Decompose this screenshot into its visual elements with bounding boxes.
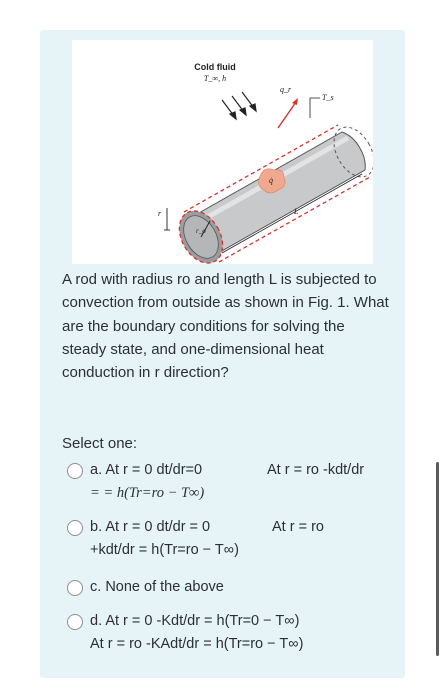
- fluid-label: Cold fluid: [194, 62, 236, 72]
- qr-label: q_r: [280, 85, 292, 94]
- option-b-line1: At r = 0 dt/dr = 0: [105, 519, 211, 535]
- convection-arrows-icon: [222, 92, 256, 119]
- option-d-radio[interactable]: [67, 614, 83, 630]
- option-a-radio[interactable]: [67, 463, 83, 479]
- radius-label: r_o: [196, 227, 206, 235]
- option-b-line1-right: At r = ro: [272, 519, 324, 535]
- qr-arrow-icon: [278, 98, 298, 128]
- scrollbar[interactable]: [436, 462, 439, 656]
- r-axis: [164, 208, 170, 230]
- option-d-line1: At r = 0 -Kdt/dr = h(Tr=0 − T∞): [105, 613, 300, 629]
- option-d-letter: d.: [90, 613, 103, 629]
- option-c-letter: c.: [90, 579, 102, 595]
- rod-convection-figure: [72, 40, 373, 264]
- rod-diagram: [72, 40, 373, 264]
- select-one-label: Select one:: [62, 435, 138, 452]
- ts-label: T_s: [322, 93, 334, 102]
- option-c-line1: None of the above: [105, 579, 224, 595]
- qdot-label: q̇: [269, 176, 273, 185]
- option-a-line1: At r = 0 dt/dr=0: [105, 462, 203, 478]
- question-card: [40, 30, 405, 678]
- length-label: L: [294, 207, 299, 216]
- option-a-line2: = = h(Tr=ro − T∞): [90, 485, 205, 501]
- option-a-line1-right: At r = ro -kdt/dr: [267, 462, 365, 478]
- option-b-letter: b.: [90, 519, 103, 535]
- fluid-sub-label: T_∞, h: [203, 74, 227, 83]
- option-b-radio[interactable]: [67, 520, 83, 536]
- question-text: A rod with radius ro and length L is subjected to convection from outside as shown in Fig. 1. What are the boundary conditions for solving the steady state, and one-dimensional heat conduction in r direction?: [62, 271, 389, 382]
- option-a-letter: a.: [90, 462, 103, 478]
- option-d-line2: At r = ro -KAdt/dr = h(Tr=ro − T∞): [90, 636, 304, 652]
- option-b-line2: +kdt/dr = h(Tr=ro − T∞): [90, 542, 239, 558]
- option-c-radio[interactable]: [67, 580, 83, 596]
- r-axis-label: r: [158, 209, 162, 218]
